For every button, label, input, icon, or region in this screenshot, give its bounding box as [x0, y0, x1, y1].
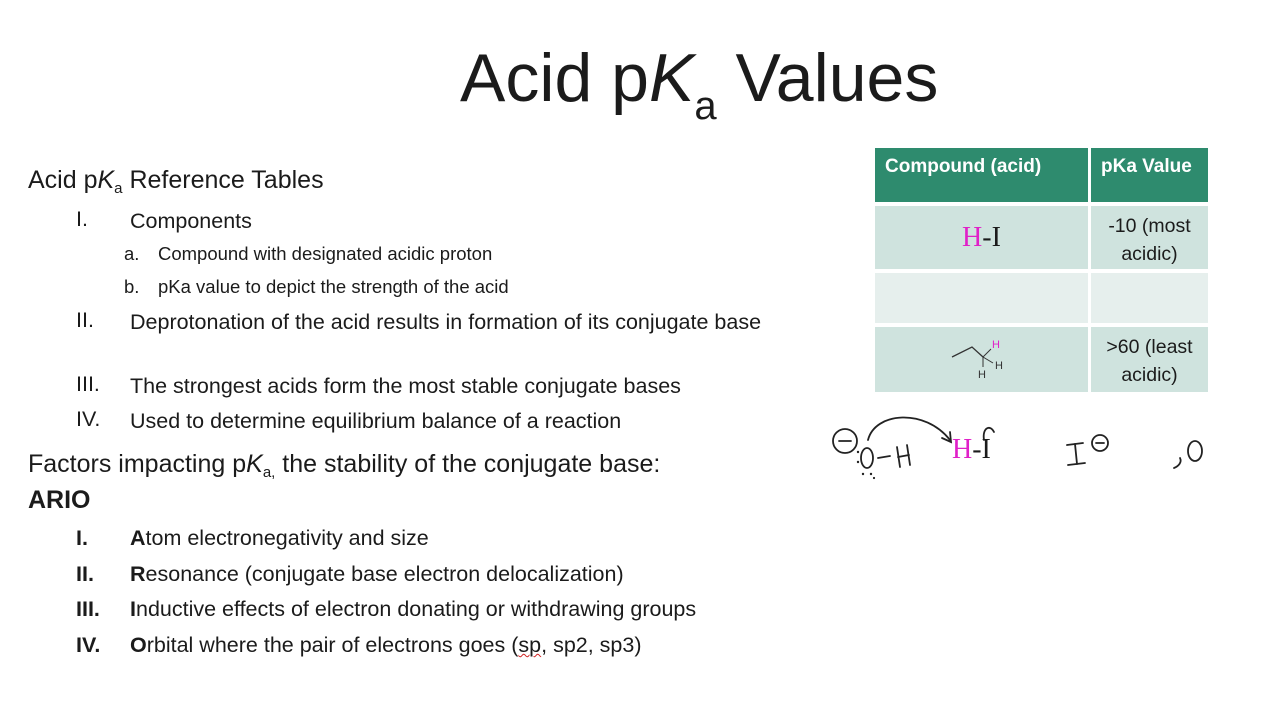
annotation-hi-formula: H-I — [952, 434, 991, 465]
list-item-text: Used to determine equilibrium balance of a reaction — [130, 409, 622, 433]
factor-item: IV. Orbital where the pair of electrons goes (sp, sp2, sp3) — [76, 633, 642, 657]
svg-text:H: H — [978, 369, 986, 381]
sub-list-item: b. pKa value to depict the strength of the acid — [124, 276, 509, 297]
svg-text:H: H — [995, 360, 1003, 372]
list-item-text: Components — [130, 209, 252, 233]
svg-text:H: H — [992, 339, 1000, 351]
factor-item: II. Resonance (conjugate base electron delocalization) — [76, 562, 624, 586]
list-item-text: Deprotonation of the acid results in formation of its conjugate base — [130, 310, 762, 334]
column-header-compound: Compound (acid) — [885, 156, 1042, 177]
slide-title: Acid $pK_a$ Values — [460, 40, 939, 128]
hydroiodic-acid-formula: H-I — [962, 222, 1001, 253]
ario-acronym: ARIO — [28, 486, 91, 514]
factor-item: III. Inductive effects of electron donating or withdrawing groups — [76, 597, 697, 621]
pka-value: -10 (most acidic) — [1108, 215, 1191, 265]
factors-heading: Factors impacting $pK_{a,}$ the stability of the conjugate base: — [28, 450, 661, 481]
sub-list-item: a. Compound with designated acidic proton — [124, 243, 493, 264]
pka-value: >60 (least acidic) — [1106, 336, 1193, 386]
list-item-text: The strongest acids form the most stable conjugate bases — [130, 374, 681, 398]
reference-tables-heading: Acid $pK_a$ Reference Tables — [28, 166, 324, 197]
list-item-number: III. — [76, 372, 100, 396]
column-header-pka: pKa Value — [1101, 156, 1192, 177]
list-item-number: IV. — [76, 407, 101, 431]
factor-item: I. Atom electronegativity and size — [76, 526, 429, 550]
list-item-number: I. — [76, 207, 88, 231]
list-item-number: II. — [76, 308, 94, 332]
